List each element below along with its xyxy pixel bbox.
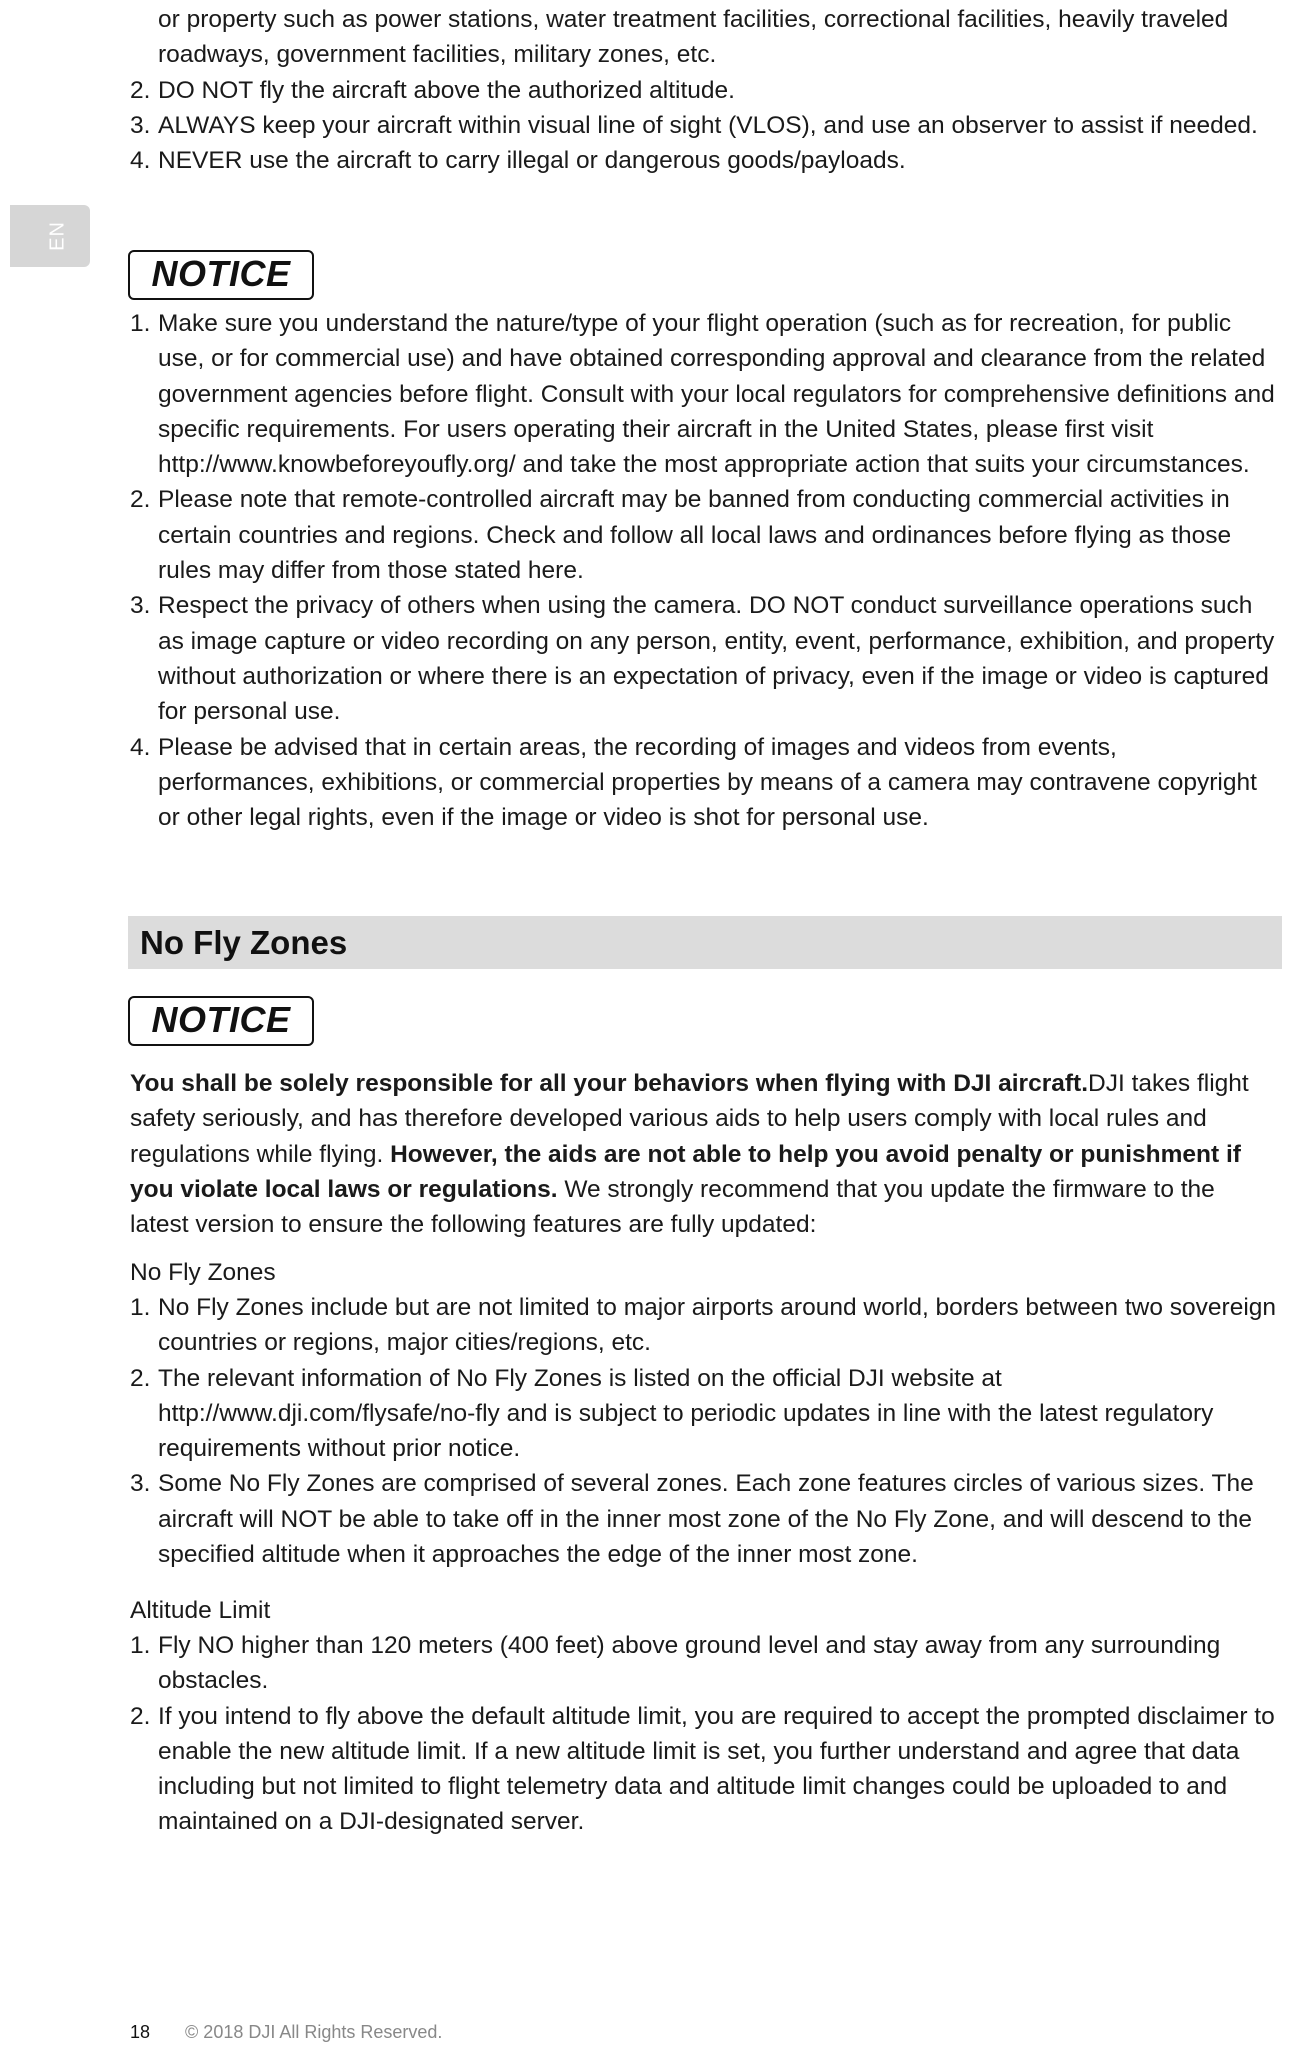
list-item: 1. No Fly Zones include but are not limited to major airports around world, borders between two sovereign countries or regions, major cities/regions, etc. xyxy=(130,1294,1277,1357)
language-tab-label: EN xyxy=(46,221,69,251)
list-item: 2. DO NOT fly the aircraft above the authorized altitude. xyxy=(130,76,735,104)
nfz-heading: No Fly Zones xyxy=(130,1259,276,1286)
notice-label-2: NOTICE xyxy=(128,996,314,1046)
list-item: 2. Please note that remote-controlled aircraft may be banned from conducting commercial activities in certain countries and regions. Check and follow all local laws and ordinances before flying as those rules may differ from those stated here. xyxy=(130,486,1232,585)
list-item: 2. The relevant information of No Fly Zones is listed on the official DJI website at http://www.dji.com/flysafe/no-fly and is subject to periodic updates in line with the latest regulatory requirements without prior notice. xyxy=(130,1364,1214,1463)
list-item: 2. If you intend to fly above the default altitude limit, you are required to accept the prompted disclaimer to enable the new altitude limit. If a new altitude limit is set, you further understand and agree that data including but not limited to flight telemetry data and altitude limit changes could be uploaded to and maintained on a DJI-designated server. xyxy=(130,1702,1275,1836)
list-item: 4. NEVER use the aircraft to carry illegal or dangerous goods/payloads. xyxy=(130,147,906,175)
list-item: 1. Make sure you understand the nature/type of your flight operation (such as for recreation, for public use, or for commercial use) and have obtained corresponding approval and clearance from the related government agencies before flight. Consult with your local regulators for comprehensive definitions and specific requirements. For users operating their aircraft in the United States, please first visit http://www.knowbeforeyoufly.org/ and take the most appropriate action that suits your circumstances. xyxy=(130,310,1275,479)
section-title: No Fly Zones xyxy=(140,924,348,961)
altitude-list xyxy=(130,1628,1280,1840)
list-item: 1. Fly NO higher than 120 meters (400 feet) above ground level and stay away from any surrounding obstacles. xyxy=(130,1632,1221,1695)
altitude-heading: Altitude Limit xyxy=(130,1597,271,1624)
section-header xyxy=(128,916,1282,969)
page-footer xyxy=(130,2022,442,2043)
intro-paragraph: You shall be solely responsible for all your behaviors when flying with DJI aircraft.DJI takes flight safety seriously, and has therefore developed various aids to help users comply with local rules and regulations while flying. However, the aids are not able to help you avoid penalty or punishment if you violate local laws or regulations. We strongly recommend that you update the firmware to the latest version to ensure the following features are fully updated: xyxy=(130,1070,1249,1239)
list-item: 3. ALWAYS keep your aircraft within visual line of sight (VLOS), and use an observer to assist if needed. xyxy=(130,111,1258,139)
list-item: or property such as power stations, water treatment facilities, correctional facilities, heavily traveled roadways, government facilities, military zones, etc. xyxy=(158,6,1229,69)
list-item: 4. Please be advised that in certain areas, the recording of images and videos from events, performances, exhibitions, or commercial properties by means of a camera may contravene copyright or other legal rights, even if the image or video is shot for personal use. xyxy=(130,733,1257,832)
top-safety-list xyxy=(130,2,1280,178)
nfz-list xyxy=(130,1290,1280,1572)
notice-label: NOTICE xyxy=(128,250,314,300)
copyright: © 2018 DJI All Rights Reserved. xyxy=(185,2022,443,2042)
page-number: 18 xyxy=(130,2022,151,2042)
list-item: 3. Respect the privacy of others when using the camera. DO NOT conduct surveillance operations such as image capture or video recording on any person, entity, event, performance, exhibition, and property without authorization or where there is an expectation of privacy, even if the image or video is captured for personal use. xyxy=(130,592,1275,726)
list-item: 3. Some No Fly Zones are comprised of several zones. Each zone features circles of various sizes. The aircraft will NOT be able to take off in the inner most zone of the No Fly Zone, and will descend to the specified altitude when it approaches the edge of the inner most zone. xyxy=(130,1470,1254,1569)
notice-list xyxy=(130,306,1280,835)
language-tab xyxy=(10,205,90,267)
